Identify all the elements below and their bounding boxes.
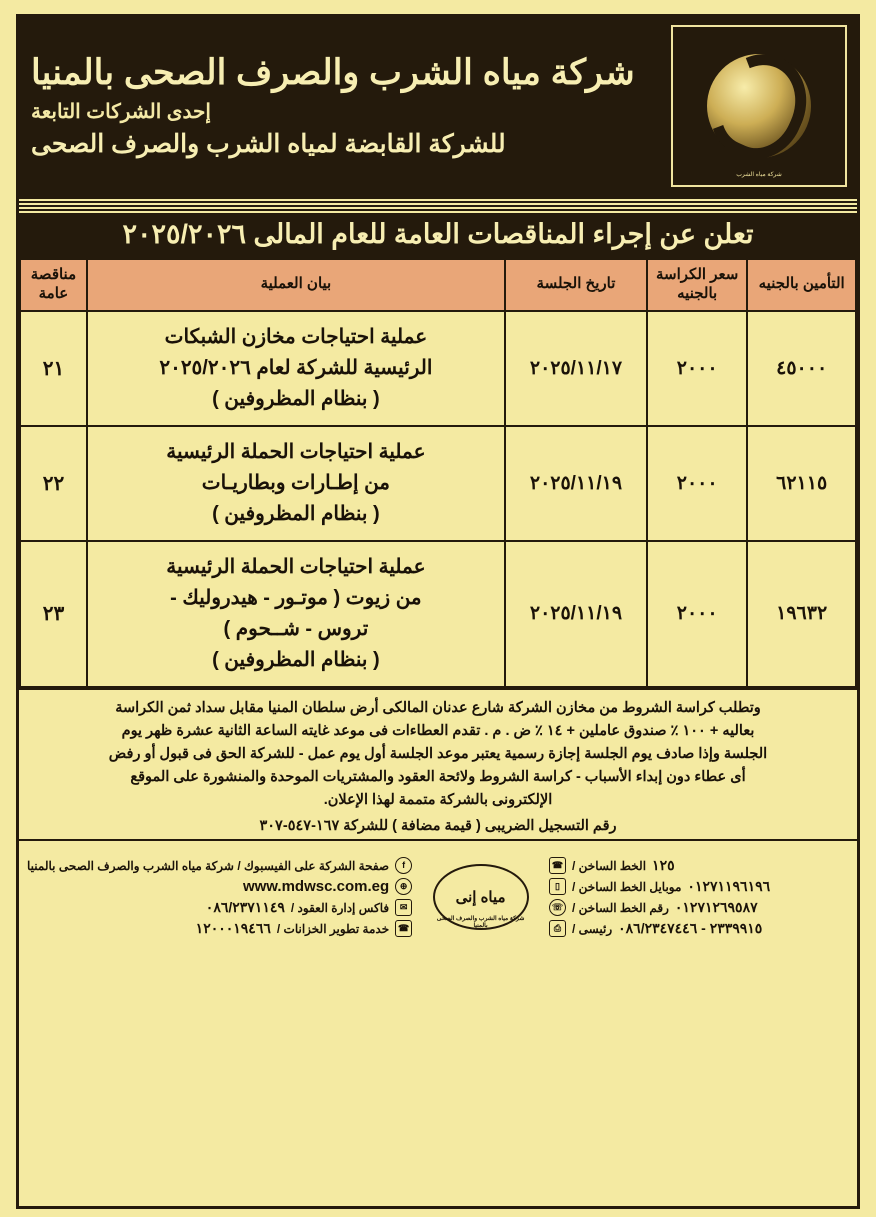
cell-session-date: ٢٠٢٥/١١/١٩ bbox=[505, 541, 647, 687]
cell-insurance: ١٩٦٣٢ bbox=[747, 541, 856, 687]
cell-tender-number: ٢٣ bbox=[20, 541, 87, 687]
footer-seal-area bbox=[412, 860, 549, 934]
hotline-number: ١٢٥ bbox=[652, 857, 675, 874]
cell-insurance: ٦٢١١٥ bbox=[747, 426, 856, 541]
main-fax-label: رئيسى / bbox=[572, 921, 613, 936]
phone-hotline-label: رقم الخط الساخن / bbox=[572, 900, 669, 915]
description-line: تروس - شــحوم ) bbox=[223, 617, 369, 640]
description-line: ( بنظام المظروفين ) bbox=[212, 502, 380, 525]
globe-icon[interactable]: ⊕ bbox=[395, 878, 412, 895]
footer-contact-row bbox=[27, 920, 412, 937]
table-header-row bbox=[20, 259, 856, 311]
col-header-number: مناقصة عامة bbox=[20, 259, 87, 311]
hotline-label: الخط الساخن / bbox=[572, 858, 647, 873]
description-line: عملية احتياجات الحملة الرئيسية bbox=[166, 440, 426, 463]
footer-online-contacts bbox=[27, 857, 412, 937]
seal-oval bbox=[433, 864, 529, 930]
description-line: من إطـارات وبطاريـات bbox=[201, 471, 391, 494]
cell-session-date: ٢٠٢٥/١١/١٩ bbox=[505, 426, 647, 541]
phone-icon: ☏ bbox=[549, 899, 566, 916]
header-subtitle-1: إحدى الشركات التابعة bbox=[31, 101, 211, 124]
tanks-service-label: خدمة تطوير الخزانات / bbox=[276, 921, 390, 936]
table-row bbox=[20, 426, 856, 541]
tanks-service-number: ١٢٠٠٠١٩٤٦٦ bbox=[195, 920, 271, 937]
cell-booklet-price: ٢٠٠٠ bbox=[647, 311, 747, 426]
facebook-label: صفحة الشركة على الفيسبوك / شركة مياه الشرب والصرف الصحى بالمنيا bbox=[27, 858, 390, 873]
table-row bbox=[20, 311, 856, 426]
tenders-table bbox=[19, 258, 857, 688]
cell-insurance: ٤٥٠٠٠ bbox=[747, 311, 856, 426]
fax-icon: ✉ bbox=[395, 899, 412, 916]
condition-line: أى عطاء دون إبداء الأسباب - كراسة الشروط ولائحة العقود والمشتريات الموحدة والمنشورة على الموقع bbox=[130, 769, 746, 786]
cell-description bbox=[87, 541, 505, 687]
condition-line: الجلسة وإذا صادف يوم الجلسة إجازة رسمية يعتبر موعد الجلسة أول يوم عمل - للشركة الحق فى قبول أو رفض bbox=[108, 745, 768, 762]
water-drop-globe-logo bbox=[707, 54, 811, 158]
condition-line: وتطلب كراسة الشروط من مخازن الشركة شارع عدنان المالكى أرض سلطان المنيا مقابل سداد ثمن الكراسة bbox=[115, 699, 761, 716]
description-line: عملية احتياجات الحملة الرئيسية bbox=[166, 555, 426, 578]
description-line: من زيوت ( موتـور - هيدروليك - bbox=[170, 586, 422, 609]
contracts-fax-number: ٠٨٦/٢٣٧١١٤٩ bbox=[205, 899, 285, 916]
footer-hotlines bbox=[549, 857, 849, 937]
logo-caption: شركة مياه الشرب bbox=[736, 172, 782, 178]
col-header-booklet-price: سعر الكراسة بالجنيه bbox=[647, 259, 747, 311]
col-header-insurance: التأمين بالجنيه bbox=[747, 259, 856, 311]
description-line: الرئيسية للشركة لعام ٢٠٢٥/٢٠٢٦ bbox=[159, 356, 433, 379]
cell-booklet-price: ٢٠٠٠ bbox=[647, 426, 747, 541]
website-url[interactable]: www.mdwsc.com.eg bbox=[242, 878, 390, 896]
announcement-title: تعلن عن إجراء المناقصات العامة للعام المالى ٢٠٢٥/٢٠٢٦ bbox=[19, 213, 857, 258]
footer-contact-row bbox=[549, 899, 849, 916]
main-fax-number: ٢٣٣٩٩١٥ - ٠٨٦/٢٣٤٧٤٤٦ bbox=[618, 920, 763, 937]
company-name: شركة مياه الشرب والصرف الصحى بالمنيا bbox=[31, 52, 635, 92]
cell-description bbox=[87, 426, 505, 541]
document-footer bbox=[19, 839, 857, 953]
table-row bbox=[20, 541, 856, 687]
hotline-icon: ☎ bbox=[549, 857, 566, 874]
tax-registration-line: رقم التسجيل الضريبى ( قيمة مضافة ) للشركة ١٦٧-٥٤٧-٣٠٧ bbox=[259, 818, 617, 835]
header-subtitle-2: للشركة القابضة لمياه الشرب والصرف الصحى bbox=[31, 130, 506, 159]
fax-icon: ⎙ bbox=[549, 920, 566, 937]
document-header bbox=[19, 17, 857, 197]
footer-contact-row bbox=[27, 878, 412, 895]
facebook-icon[interactable]: f bbox=[395, 857, 412, 874]
seal-text: مياه إنى bbox=[455, 889, 506, 907]
mobile-hotline-number: ٠١٢٧١١٩٦١٩٦ bbox=[687, 878, 771, 895]
cell-session-date: ٢٠٢٥/١١/١٧ bbox=[505, 311, 647, 426]
contracts-fax-label: فاكس إدارة العقود / bbox=[290, 900, 390, 915]
phone-hotline-number: ٠١٢٧١٢٦٩٥٨٧ bbox=[674, 899, 758, 916]
decorative-stripes bbox=[19, 197, 857, 213]
footer-contact-row bbox=[549, 857, 849, 874]
mobile-icon: ▯ bbox=[549, 878, 566, 895]
description-line: ( بنظام المظروفين ) bbox=[212, 648, 380, 671]
cell-booklet-price: ٢٠٠٠ bbox=[647, 541, 747, 687]
conditions-text bbox=[19, 688, 857, 817]
footer-contact-row bbox=[549, 878, 849, 895]
company-seal bbox=[433, 860, 529, 934]
cell-tender-number: ٢٢ bbox=[20, 426, 87, 541]
description-line: عملية احتياجات مخازن الشبكات bbox=[164, 325, 428, 348]
phone-icon: ☎ bbox=[395, 920, 412, 937]
footer-contact-row bbox=[27, 899, 412, 916]
logo-swirl-shape bbox=[695, 39, 822, 173]
footer-contact-row bbox=[549, 920, 849, 937]
cell-tender-number: ٢١ bbox=[20, 311, 87, 426]
mobile-hotline-label: موبايل الخط الساخن / bbox=[572, 879, 682, 894]
header-text-block bbox=[25, 21, 663, 191]
cell-description bbox=[87, 311, 505, 426]
condition-line: بعاليه + ١٠٠ ٪ صندوق عاملين + ١٤ ٪ ض . م . تقدم العطاءات فى موعد غايته الساعة الثانية عشرة ظهر يوم bbox=[121, 722, 755, 739]
company-logo bbox=[671, 25, 847, 187]
footer-contact-row bbox=[27, 857, 412, 874]
condition-line: الإلكترونى بالشركة متممة لهذا الإعلان. bbox=[323, 792, 553, 809]
seal-subtext: شركة مياه الشرب والصرف الصحى بالمنيا bbox=[436, 916, 525, 930]
document-frame bbox=[16, 14, 860, 1209]
col-header-description: بيان العملية bbox=[87, 259, 505, 311]
description-line: ( بنظام المظروفين ) bbox=[212, 387, 380, 410]
col-header-session-date: تاريخ الجلسة bbox=[505, 259, 647, 311]
